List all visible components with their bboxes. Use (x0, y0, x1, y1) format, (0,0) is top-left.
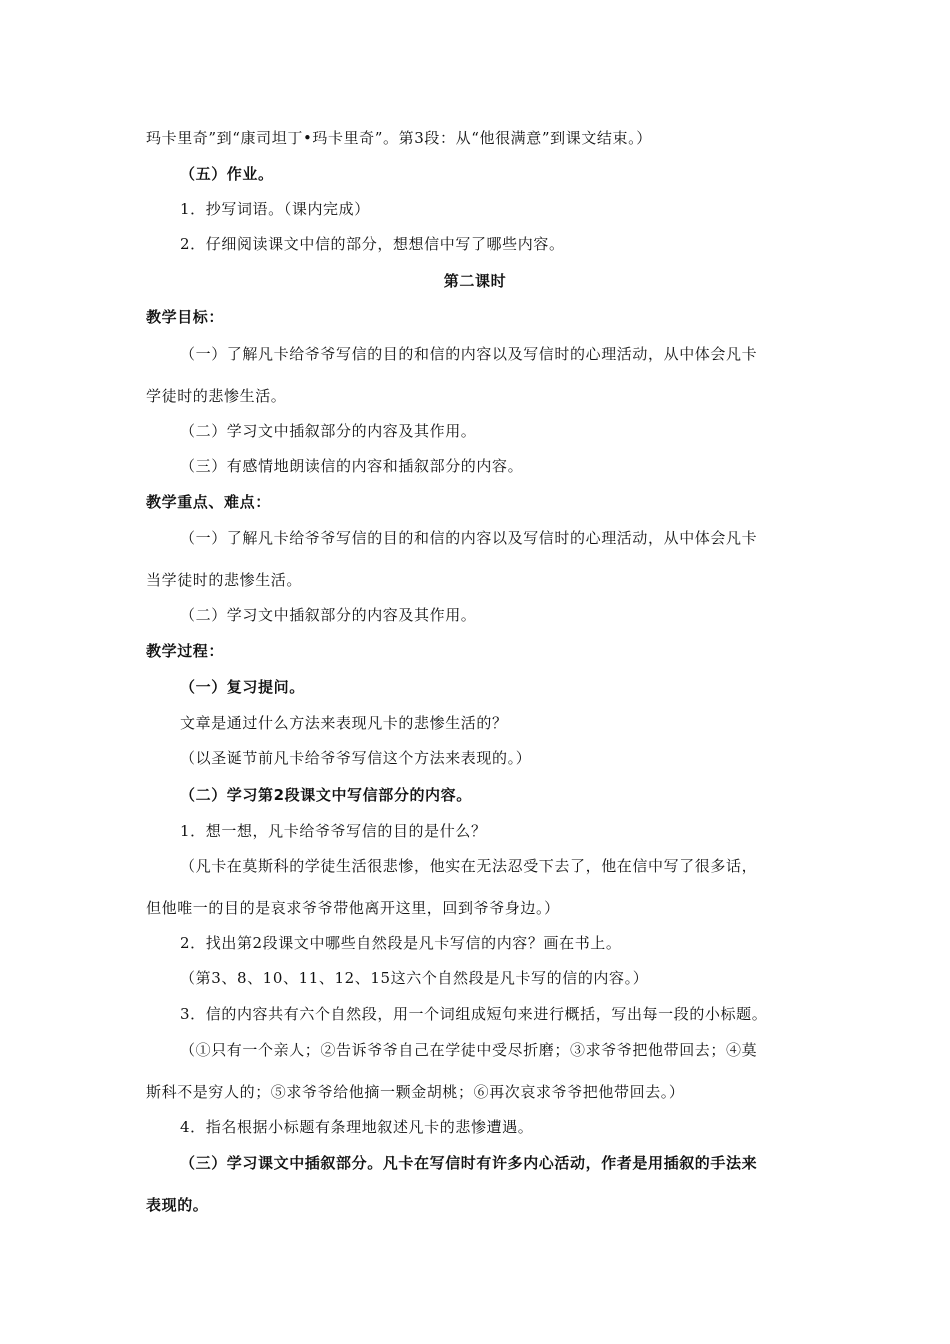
lesson-title: 第二课时 (443, 272, 507, 290)
list-item: 1．想一想，凡卡给爷爷写信的目的是什么？ (180, 822, 487, 840)
paragraph-text: 文章是通过什么方法来表现凡卡的悲惨生活的？ (180, 714, 508, 732)
paragraph-text: 斯科不是穷人的；⑤求爷爷给他摘一颗金胡桃；⑥再次哀求爷爷把他带回去。） (146, 1083, 685, 1101)
list-item: 3．信的内容共有六个自然段，用一个词组成短句来进行概括，写出每一段的小标题。 (180, 1005, 768, 1023)
paragraph-text: 当学徒时的悲惨生活。 (146, 571, 303, 589)
paragraph-text: （一）了解凡卡给爷爷写信的目的和信的内容以及写信时的心理活动，从中体会凡卡 (180, 345, 758, 363)
paragraph-text: 学徒时的悲惨生活。 (146, 387, 287, 405)
paragraph-text: （三）有感情地朗读信的内容和插叙部分的内容。 (180, 457, 524, 475)
section-heading: 教学重点、难点： (146, 493, 271, 511)
list-item: 2．仔细阅读课文中信的部分，想想信中写了哪些内容。 (180, 235, 565, 253)
list-item: 2．找出第2段课文中哪些自然段是凡卡写信的内容？画在书上。 (180, 934, 622, 952)
list-item: 1．抄写词语。（课内完成） (180, 200, 370, 218)
subsection-heading: （一）复习提问。 (180, 678, 305, 696)
paragraph-text: 但他唯一的目的是哀求爷爷带他离开这里，回到爷爷身边。） (146, 899, 560, 917)
section-heading: 教学目标： (146, 308, 225, 326)
paragraph-text: （第3、8、10、11、12、15这六个自然段是凡卡写的信的内容。） (180, 969, 649, 987)
subsection-heading: （二）学习第2段课文中写信部分的内容。 (180, 786, 472, 804)
section-heading: 教学过程： (146, 642, 225, 660)
subsection-heading: （三）学习课文中插叙部分。凡卡在写信时有许多内心活动，作者是用插叙的手法来 (180, 1154, 758, 1172)
paragraph-text: （二）学习文中插叙部分的内容及其作用。 (180, 606, 477, 624)
paragraph-text: （二）学习文中插叙部分的内容及其作用。 (180, 422, 477, 440)
paragraph-text: （一）了解凡卡给爷爷写信的目的和信的内容以及写信时的心理活动，从中体会凡卡 (180, 529, 758, 547)
section-heading: （五）作业。 (180, 165, 274, 183)
list-item: 4．指名根据小标题有条理地叙述凡卡的悲惨遭遇。 (180, 1118, 534, 1136)
paragraph-text: （凡卡在莫斯科的学徒生活很悲惨，他实在无法忍受下去了，他在信中写了很多话， (180, 857, 758, 875)
paragraph-text: （以圣诞节前凡卡给爷爷写信这个方法来表现的。） (180, 749, 532, 767)
paragraph-text: 玛卡里奇”到“康司坦丁•玛卡里奇”。第3段：从“他很满意”到课文结束。） (146, 129, 652, 147)
subsection-heading: 表现的。 (146, 1196, 209, 1214)
paragraph-text: （①只有一个亲人；②告诉爷爷自己在学徒中受尽折磨；③求爷爷把他带回去；④莫 (180, 1041, 758, 1059)
